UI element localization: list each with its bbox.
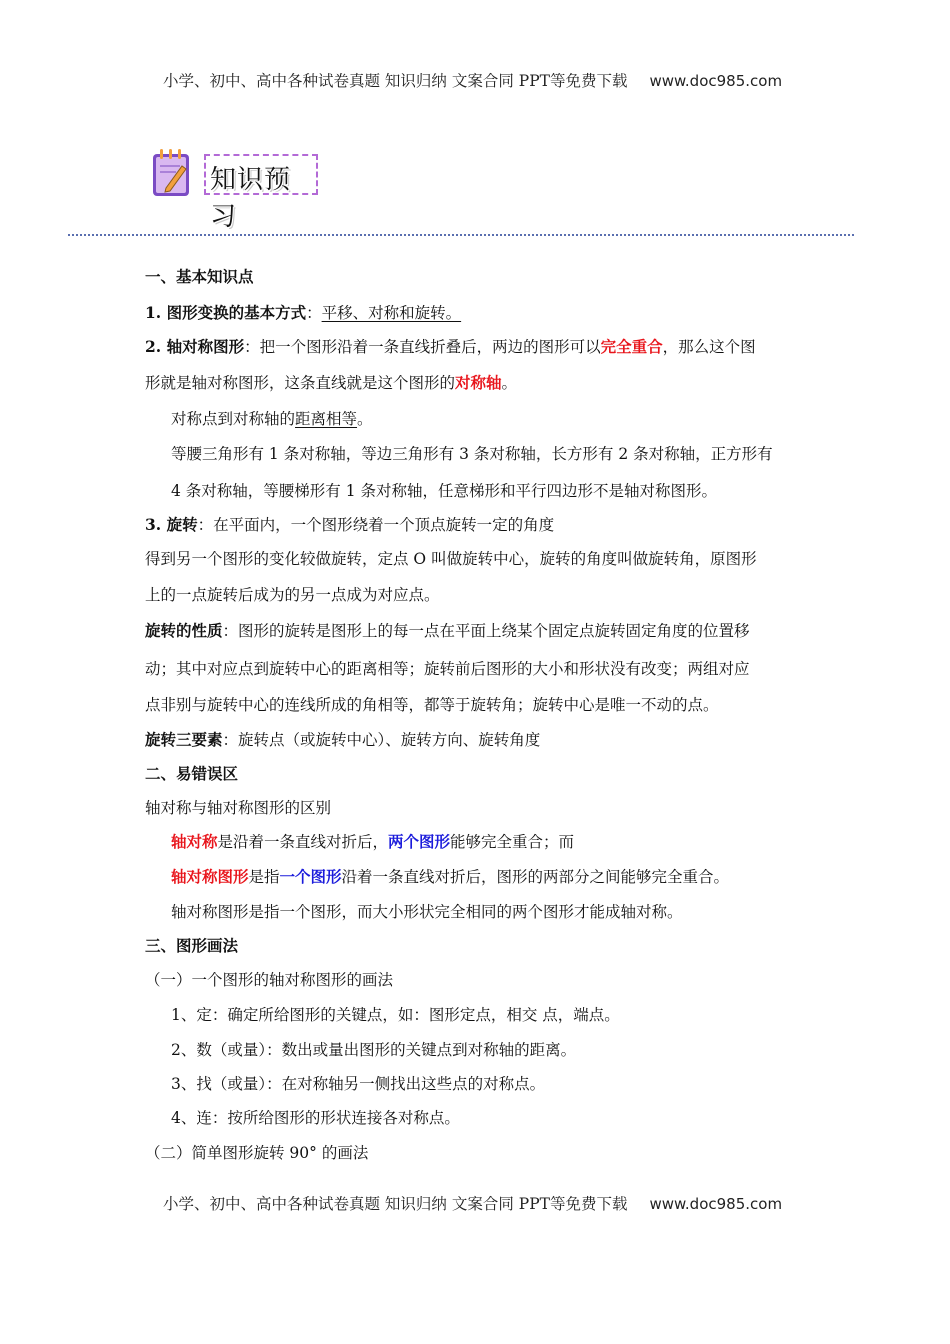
- s1-p4-line2: 4 条对称轴，等腰梯形有 1 条对称轴，任意梯形和平行四边形不是轴对称图形。: [171, 482, 718, 500]
- s1-p6-line2: 动；其中对应点到旋转中心的距离相等；旋转前后图形的大小和形状没有改变；两组对应: [145, 660, 750, 678]
- s3-step2: 2、数（或量）：数出或量出图形的关键点到对称轴的距离。: [171, 1041, 577, 1059]
- section-title: 知识预习: [210, 165, 292, 232]
- s1-p6-line3: 点非别与旋转中心的连线所成的角相等，都等于旋转角；旋转中心是唯一不动的点。: [145, 696, 719, 714]
- s2-p4: 轴对称图形是指一个图形，而大小形状完全相同的两个图形才能成轴对称。: [171, 903, 683, 921]
- header-site[interactable]: www.doc985.com: [649, 72, 783, 90]
- section-title-box: [204, 154, 318, 232]
- dotted-divider: [68, 234, 854, 236]
- s1-p3: 对称点到对称轴的距离相等。: [171, 410, 373, 428]
- notebook-pencil-icon: [152, 148, 192, 198]
- footer-text: 小学、初中、高中各种试卷真题 知识归纳 文案合同 PPT等免费下载: [163, 1195, 628, 1213]
- s2-p3: 轴对称图形是指一个图形沿着一条直线对折后，图形的两部分之间能够完全重合。: [171, 867, 730, 886]
- s2-heading: 二、易错误区: [145, 764, 239, 783]
- s2-p1: 轴对称与轴对称图形的区别: [145, 799, 332, 817]
- s1-p5-line1: 3. 旋转：在平面内，一个图形绕着一个顶点旋转一定的角度: [145, 515, 555, 534]
- s2-p2: 轴对称是沿着一条直线对折后，两个图形能够完全重合；而: [171, 832, 575, 851]
- s1-p2-line1: 2. 轴对称图形：把一个图形沿着一条直线折叠后，两边的图形可以完全重合，那么这个图: [145, 337, 756, 356]
- s1-p6-line1: 旋转的性质：图形的旋转是图形上的每一点在平面上绕某个固定点旋转固定角度的位置移: [145, 621, 750, 640]
- s3-heading: 三、图形画法: [145, 936, 239, 955]
- s3-sub1: （一）一个图形的轴对称图形的画法: [145, 971, 394, 989]
- page-header: [163, 69, 782, 91]
- s1-p1: 1. 图形变换的基本方式：平移、对称和旋转。: [145, 303, 462, 322]
- s1-p2-line2: 形就是轴对称图形，这条直线就是这个图形的对称轴。: [145, 373, 518, 392]
- s1-p5-line2: 得到另一个图形的变化较做旋转，定点 O 叫做旋转中心，旋转的角度叫做旋转角，原图形: [145, 550, 757, 568]
- s3-step4: 4、连：按所给图形的形状连接各对称点。: [171, 1109, 460, 1127]
- header-text: 小学、初中、高中各种试卷真题 知识归纳 文案合同 PPT等免费下载: [163, 72, 628, 90]
- page-footer: [163, 1192, 782, 1214]
- footer-site[interactable]: www.doc985.com: [649, 1195, 783, 1213]
- s1-p7: 旋转三要素：旋转点（或旋转中心）、旋转方向、旋转角度: [145, 730, 541, 749]
- s1-p4-line1: 等腰三角形有 1 条对称轴，等边三角形有 3 条对称轴，长方形有 2 条对称轴，正方形有: [171, 445, 773, 463]
- s1-heading: 一、基本知识点: [145, 267, 254, 286]
- s3-step3: 3、找（或量）：在对称轴另一侧找出这些点的对称点。: [171, 1075, 546, 1093]
- s1-p5-line3: 上的一点旋转后成为的另一点成为对应点。: [145, 586, 440, 604]
- s3-step1: 1、定：确定所给图形的关键点，如：图形定点，相交 点，端点。: [171, 1006, 620, 1024]
- s3-sub2: （二）简单图形旋转 90° 的画法: [145, 1144, 369, 1162]
